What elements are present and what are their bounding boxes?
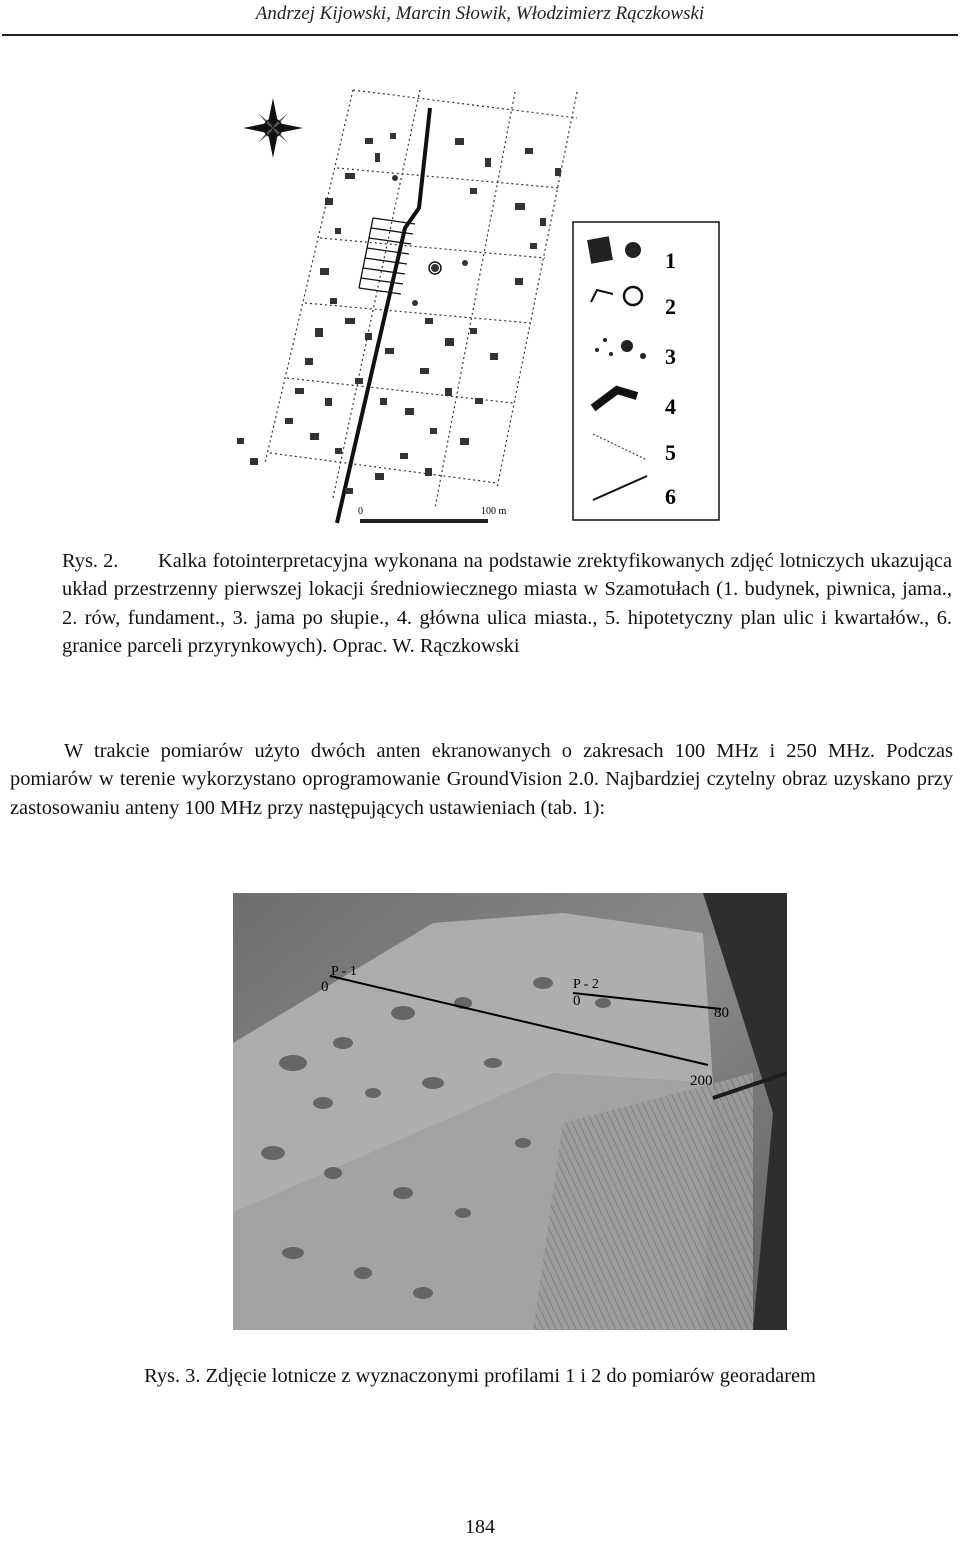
profile-1-start: 0 bbox=[321, 979, 329, 995]
figure-2-caption-text: Kalka fotointerpretacyjna wykonana na podstawie zrektyfikowanych zdjęć lotniczych ukazująca układ przestrzenny pierwszej lokacji średniowiecznego miasta w Szamotułach (1. budynek, piwnica, jama., 2. rów, fundament., 3. jama po słupie., 4. główna ulica miasta., 5. hipotetyczny plan ulic i kwartałów., 6. granice parceli przyrynkowych). Oprac. W. Rączkowski bbox=[62, 550, 952, 657]
legend bbox=[573, 222, 719, 520]
scale-start-label: 0 bbox=[358, 506, 363, 517]
legend-number-1: 1 bbox=[665, 248, 676, 273]
figure-2-tracing bbox=[225, 78, 735, 530]
figure-3-aerial-photo bbox=[233, 893, 787, 1330]
running-header: Andrzej Kijowski, Marcin Słowik, Włodzimierz Rączkowski bbox=[255, 3, 705, 24]
profile-1-label: P - 1 bbox=[331, 964, 357, 979]
legend-number-3: 3 bbox=[665, 344, 676, 369]
profile-1-end: 200 bbox=[690, 1073, 713, 1089]
legend-number-4: 4 bbox=[665, 394, 676, 419]
scale-end-label: 100 m bbox=[481, 506, 507, 517]
figure-3-caption: Rys. 3. Zdjęcie lotnicze z wyznaczonymi profilami 1 i 2 do pomiarów georadarem bbox=[144, 1365, 816, 1387]
header-rule bbox=[2, 34, 958, 36]
page-number: 184 bbox=[465, 1516, 495, 1538]
figure-2-caption-number: Rys. 2. bbox=[62, 550, 119, 572]
profile-2-end: 80 bbox=[714, 1005, 729, 1021]
body-paragraph-text: W trakcie pomiarów użyto dwóch anten ekranowanych o zakresach 100 MHz i 250 MHz. Podczas pomiarów w terenie wykorzystano oprogramowanie GroundVision 2.0. Najbardziej czytelny obraz uzyskano przy zastosowaniu anteny 100 MHz przy następujących ustawieniach (tab. 1): bbox=[10, 740, 953, 819]
compass-rose-icon bbox=[243, 98, 303, 158]
archaeological-features bbox=[237, 133, 561, 494]
figure-2-caption bbox=[62, 547, 952, 660]
profile-2-start: 0 bbox=[573, 993, 581, 1009]
body-paragraph bbox=[10, 737, 953, 822]
scale-bar bbox=[358, 506, 507, 523]
profile-2-label: P - 2 bbox=[573, 977, 599, 992]
legend-number-2: 2 bbox=[665, 294, 676, 319]
main-street bbox=[337, 108, 430, 523]
legend-number-5: 5 bbox=[665, 440, 676, 465]
legend-number-6: 6 bbox=[665, 484, 676, 509]
